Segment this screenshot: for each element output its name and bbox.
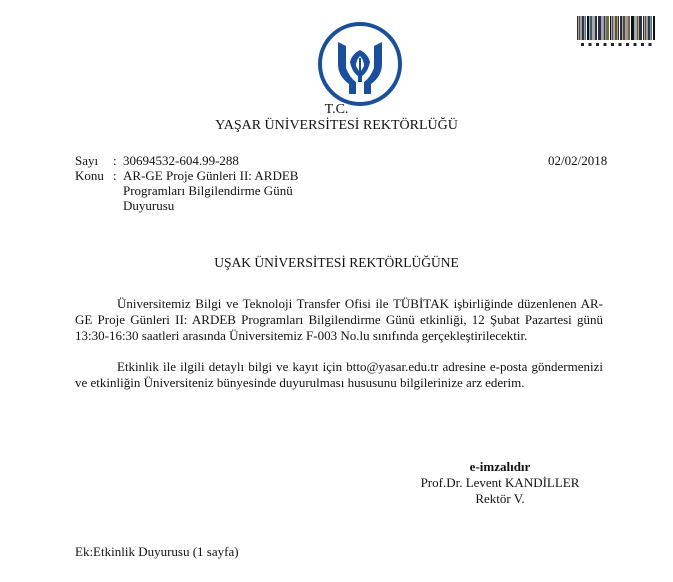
document-date: 02/02/2018: [548, 153, 608, 168]
barcode-bar: [587, 16, 589, 40]
konu-colon: :: [113, 168, 117, 183]
konu-value: AR-GE Proje Günleri II: ARDEB Programları Bilgilendirme Günü Duyurusu: [123, 168, 299, 213]
barcode-caption-mark: [589, 43, 592, 46]
signature-block: [400, 459, 600, 507]
barcode-caption-mark: [641, 43, 644, 46]
signatory-name: Prof.Dr. Levent KANDİLLER: [420, 475, 580, 490]
konu-row: [75, 168, 323, 213]
header-tc: T.C.: [324, 102, 349, 117]
recipient: UŞAK ÜNİVERSİTESİ REKTÖRLÜĞÜNE: [214, 255, 459, 270]
barcode-bar: [577, 16, 578, 40]
signatory-title: Rektör V.: [475, 491, 525, 506]
header-university-title: YAŞAR ÜNİVERSİTESİ REKTÖRLÜĞÜ: [215, 118, 458, 133]
barcode-bar: [594, 16, 595, 40]
barcode-bar: [606, 16, 609, 40]
barcode-bar: [585, 16, 586, 40]
barcode-bar: [631, 16, 634, 40]
sayi-label: Sayı: [75, 153, 99, 168]
barcode-bar: [618, 16, 619, 40]
sayi-colon: :: [113, 153, 117, 168]
barcode-bar: [643, 16, 644, 40]
barcode-bar: [639, 16, 642, 40]
barcode-bar: [620, 16, 622, 40]
barcode-bar: [598, 16, 601, 40]
attachment-note: Ek:Etkinlik Duyurusu (1 sayfa): [75, 544, 239, 559]
barcode-bar: [604, 16, 606, 40]
yasar-university-logo: [316, 20, 404, 108]
barcode-bar: [653, 16, 655, 40]
barcode-bar: [610, 16, 611, 40]
barcode-bar: [615, 16, 618, 40]
sayi-row: [75, 153, 323, 168]
body-paragraph-2: Etkinlik ile ilgili detaylı bilgi ve kayıt için btto@yasar.edu.tr adresine e-posta göndermenizi ve etkinliğin Üniversiteniz bünyesinde duyurulması hususunu bilgilerinize arz ederim.: [75, 359, 603, 390]
barcode-bar: [623, 16, 626, 40]
barcode-bar: [637, 16, 639, 40]
barcode-bar: [628, 16, 630, 40]
barcode-icon: [577, 16, 657, 48]
barcode-bar: [595, 16, 597, 40]
barcode-bar: [645, 16, 647, 40]
barcode-bar: [648, 16, 651, 40]
konu-label: Konu: [75, 168, 104, 183]
barcode-caption-mark: [619, 43, 622, 46]
barcode-caption-mark: [626, 43, 629, 46]
barcode-caption-mark: [581, 43, 584, 46]
barcode-caption-mark: [611, 43, 614, 46]
sayi-value: 30694532-604.99-288: [123, 153, 239, 168]
barcode-caption-mark: [596, 43, 599, 46]
barcode-bar: [582, 16, 585, 40]
barcode-graphic: [577, 16, 657, 48]
barcode-caption-mark: [604, 43, 607, 46]
barcode-caption-mark: [634, 43, 637, 46]
barcode-bar: [627, 16, 628, 40]
barcode-bar: [635, 16, 636, 40]
logo-icon: [316, 20, 404, 108]
barcode-caption-mark: [649, 43, 652, 46]
barcode-bar: [612, 16, 614, 40]
body-paragraph-1: Üniversitemiz Bilgi ve Teknoloji Transfer Ofisi ile TÜBİTAK işbirliğinde düzenlenen AR-GE Proje Günleri II: ARDEB Programları Bilgilendirme Günü etkinliği, 12 Şubat Pazartesi günü 13:30-16:30 saatleri arasında Üniversitemiz F-003 No.lu sınıfında gerçekleştirilecektir.: [75, 296, 603, 343]
barcode-bar: [602, 16, 603, 40]
barcode-bar: [579, 16, 581, 40]
barcode-bar: [590, 16, 593, 40]
signature-status: e-imzalıdır: [469, 459, 531, 474]
barcode-bar: [651, 16, 652, 40]
document-meta: [75, 153, 323, 213]
